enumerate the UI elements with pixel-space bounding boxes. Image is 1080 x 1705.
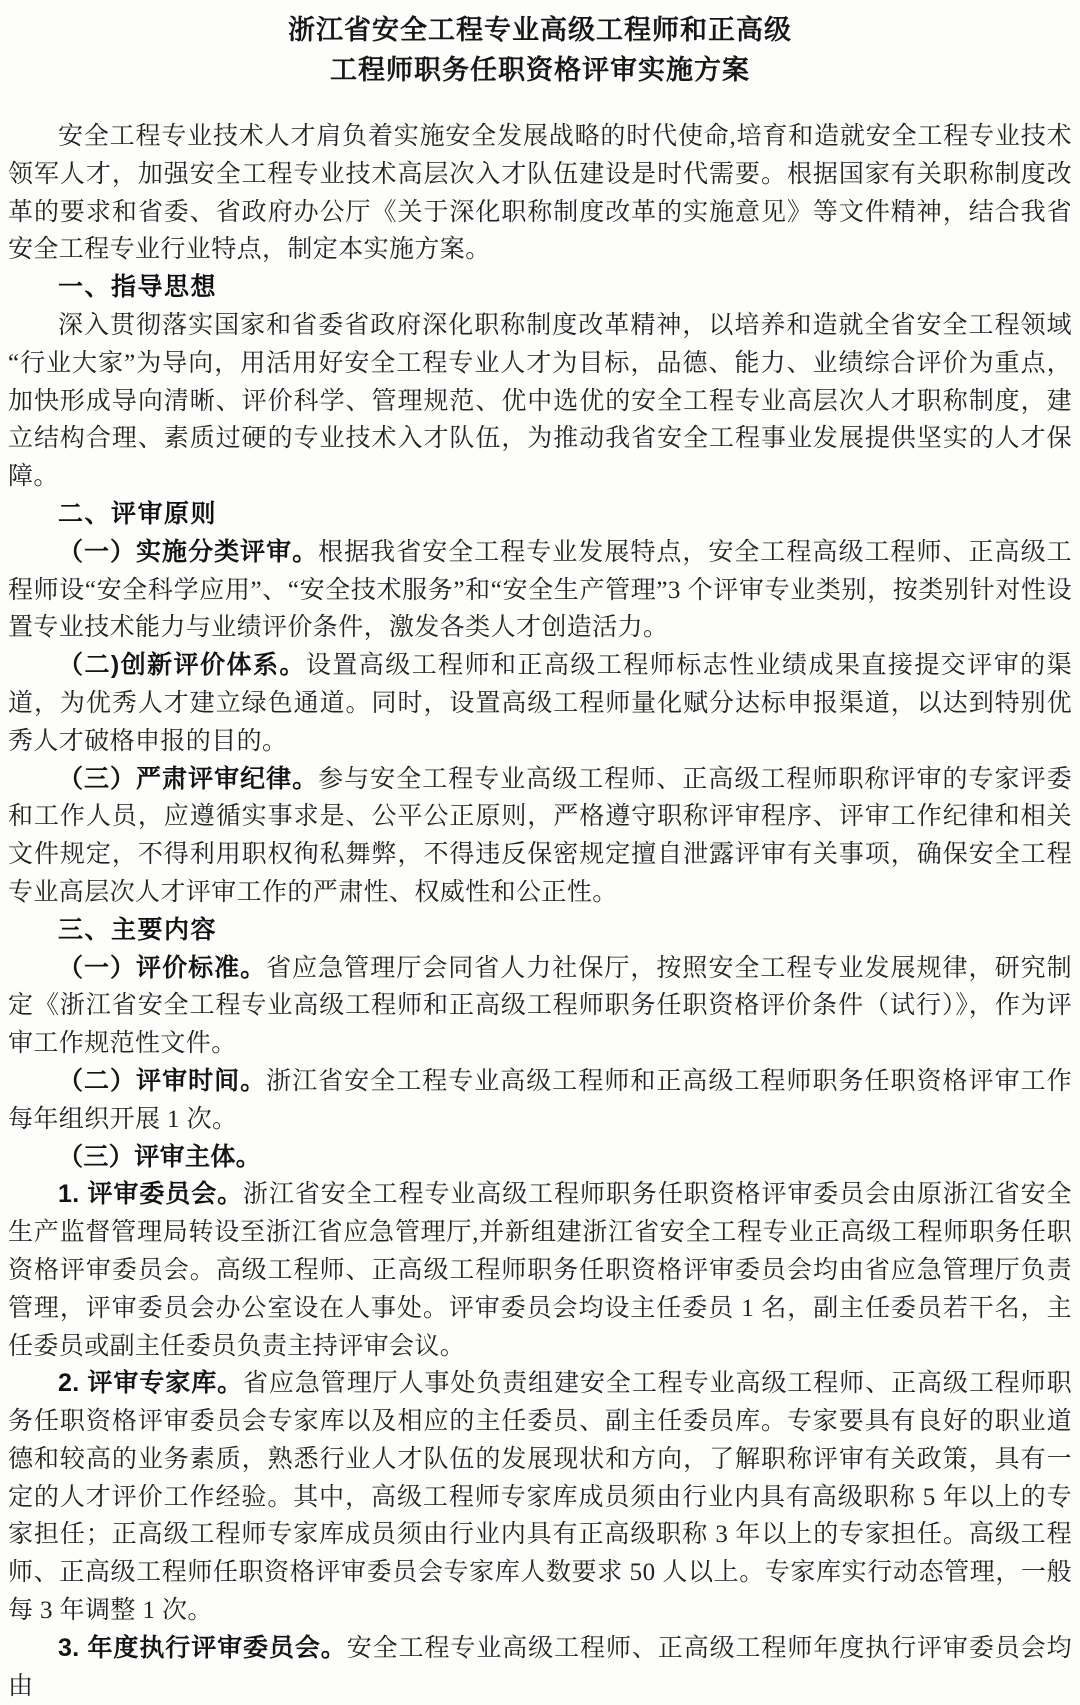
paragraph-text: 省应急管理厅人事处负责组建安全工程专业高级工程师、正高级工程师职务任职资格评审委员会专家库以及相应的主任委员、副主任委员库。专家要具有良好的职业道德和较高的业务素质，熟悉行业人才队伍的发展现状和方向，了解职称评审有关政策，具有一定的人才评价工作经验。其中，高级工程师专家库成员须由行业内具有高级职称 5 年以上的专家担任；正高级工程师专家库成员须由行业内具有正高级职称 3 年以上的专家担任。高级工程师、正高级工程师任职资格评审委员会专家库人数要求 50 人以上。专家库实行动态管理，一般每 3 年调整 1 次。: [8, 1370, 1072, 1625]
paragraph-text: 浙江省安全工程专业高级工程师和正高级工程师职务任职资格评审工作每年组织开展 1 次。: [8, 1067, 1072, 1133]
document-title: [0, 0, 1080, 90]
paragraph-lead: （二）评审时间。: [58, 1066, 267, 1095]
paragraph-text: 安全工程专业技术人才肩负着实施安全发展战略的时代使命,培育和造就安全工程专业技术领军人才，加强安全工程专业技术高层次入才队伍建设是时代需要。根据国家有关职称制度改革的要求和省委、省政府办公厅《关于深化职称制度改革的实施意见》等文件精神，结合我省安全工程专业行业特点，制定本实施方案。: [8, 123, 1072, 264]
paragraph: [8, 647, 1072, 760]
document-body: [0, 118, 1080, 1705]
section-heading: 三、主要内容: [58, 915, 218, 944]
paragraph-text: 设置高级工程师和正高级工程师标志性业绩成果直接提交评审的渠道，为优秀人才建立绿色通道。同时，设置高级工程师量化赋分达标申报渠道，以达到特别优秀人才破格申报的目的。: [8, 652, 1072, 755]
paragraph-lead: 2. 评审专家库。: [58, 1369, 244, 1398]
paragraph: [8, 1139, 1072, 1177]
paragraph-lead: 1. 评审委员会。: [58, 1180, 244, 1209]
document-title-line-2: 工程师职务任职资格评审实施方案: [330, 55, 750, 85]
paragraph: [8, 1063, 1072, 1139]
document-title-line-1: 浙江省安全工程专业高级工程师和正高级: [288, 15, 792, 45]
paragraph-text: 根据我省安全工程专业发展特点，安全工程高级工程师、正高级工程师设“安全科学应用”、“安全技术服务”和“安全生产管理”3 个评审专业类别，按类别针对性设置专业技术能力与业绩评价条件，激发各类人才创造活力。: [8, 538, 1072, 642]
paragraph: [8, 761, 1072, 912]
paragraph: [8, 1365, 1072, 1630]
paragraph: [8, 534, 1072, 647]
paragraph: [8, 307, 1072, 496]
paragraph-text: 省应急管理厅会同省人力社保厅，按照安全工程专业发展规律，研究制定《浙江省安全工程专业高级工程师和正高级工程师职务任职资格评价条件（试行）》，作为评审工作规范性文件。: [8, 954, 1072, 1058]
paragraph-lead: （三）严肃评审纪律。: [58, 764, 319, 793]
paragraph: [8, 1176, 1072, 1365]
paragraph-lead: （二)创新评价体系。: [58, 651, 306, 680]
paragraph: [8, 1630, 1072, 1705]
section-heading: 二、评审原则: [58, 499, 218, 528]
paragraph-lead: （一）实施分类评审。: [58, 537, 319, 566]
paragraph-lead: （一）评价标准。: [58, 953, 267, 982]
paragraph-text: 深入贯彻落实国家和省委省政府深化职称制度改革精神，以培养和造就全省安全工程领域“行业大家”为导向，用活用好安全工程专业人才为目标，品德、能力、业绩综合评价为重点，加快形成导向清晰、评价科学、管理规范、优中选优的安全工程专业高层次人才职称制度，建立结构合理、素质过硬的专业技术入才队伍，为推动我省安全工程事业发展提供坚实的人才保障。: [8, 311, 1072, 491]
paragraph: [8, 950, 1072, 1063]
paragraph-text: 浙江省安全工程专业高级工程师职务任职资格评审委员会由原浙江省安全生产监督管理局转设至浙江省应急管理厅,并新组建浙江省安全工程专业正高级工程师职务任职资格评审委员会。高级工程师、正高级工程师职务任职资格评审委员会均由省应急管理厅负责管理，评审委员会办公室设在人事处。评审委员会均设主任委员 1 名，副主任委员若干名，主任委员或副主任委员负责主持评审会议。: [8, 1181, 1072, 1360]
paragraph-lead: 3. 年度执行评审委员会。: [58, 1633, 347, 1662]
paragraph-text: 安全工程专业高级工程师、正高级工程师年度执行评审委员会均由: [8, 1634, 1073, 1700]
section-heading: 一、指导思想: [58, 273, 218, 302]
paragraph-lead: （三）评审主体。: [58, 1142, 262, 1171]
paragraph-text: 参与安全工程专业高级工程师、正高级工程师职称评审的专家评委和工作人员，应遵循实事求是、公平公正原则，严格遵守职称评审程序、评审工作纪律和相关文件规定，不得利用职权徇私舞弊，不得违反保密规定擅自泄露评审有关事项，确保安全工程专业高层次人才评审工作的严肃性、权威性和公正性。: [8, 765, 1072, 906]
paragraph: [8, 118, 1072, 269]
